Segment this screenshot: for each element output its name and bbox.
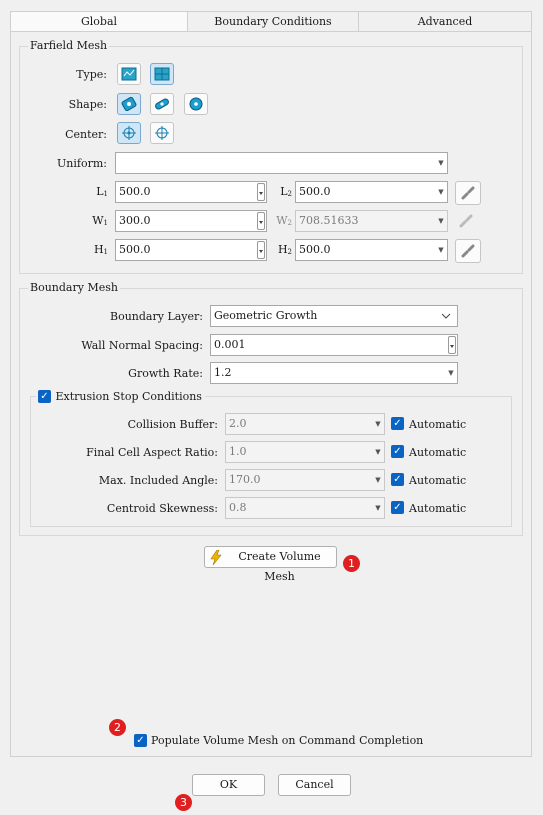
spin-icon[interactable] [448, 336, 456, 354]
boundary-title: Boundary Mesh [30, 281, 118, 294]
center-label: Center: [65, 128, 107, 141]
cancel-button[interactable]: Cancel [278, 774, 351, 796]
tab-boundary-conditions[interactable]: Boundary Conditions [187, 11, 359, 31]
type-label: Type: [76, 68, 107, 81]
w1-input[interactable]: 300.0 [115, 210, 267, 232]
lightning-icon [210, 550, 222, 565]
h2-label: H2 [277, 243, 292, 256]
boundary-layer-value: Geometric Growth [214, 309, 318, 322]
angle-automatic-checkbox[interactable]: ✓ [391, 473, 404, 486]
chevron-down-icon: ▼ [438, 188, 444, 196]
spin-icon[interactable] [257, 183, 265, 201]
wall-spacing-label: Wall Normal Spacing: [81, 339, 203, 352]
skew-input: 0.8 ▼ [225, 497, 385, 519]
chevron-down-icon: ▼ [375, 448, 381, 456]
boundary-layer-label: Boundary Layer: [110, 310, 203, 323]
aspect-input: 1.0 ▼ [225, 441, 385, 463]
annotation-badge-1: 1 [343, 555, 360, 572]
extrusion-header [36, 389, 205, 403]
populate-label: Populate Volume Mesh on Command Completion [151, 734, 424, 747]
spin-icon[interactable] [257, 212, 265, 230]
collision-automatic-checkbox[interactable]: ✓ [391, 417, 404, 430]
shape-box-icon[interactable] [117, 93, 141, 115]
type-box-icon[interactable] [117, 63, 141, 85]
chevron-down-icon [441, 312, 451, 320]
l2-label: L2 [280, 185, 292, 198]
l1-label: L1 [96, 185, 108, 198]
chevron-down-icon: ▼ [375, 504, 381, 512]
annotation-badge-2: 2 [109, 719, 126, 736]
angle-input: 170.0 ▼ [225, 469, 385, 491]
populate-checkbox[interactable]: ✓ [134, 734, 147, 747]
chevron-down-icon: ▼ [438, 246, 444, 254]
farfield-title: Farfield Mesh [30, 39, 108, 52]
collision-label: Collision Buffer: [127, 418, 218, 431]
tab-global[interactable]: Global [10, 11, 188, 32]
angle-label: Max. Included Angle: [98, 474, 218, 487]
aspect-automatic-label: Automatic [409, 446, 467, 459]
create-volume-mesh-label: Create Volume Mesh [238, 550, 321, 583]
chevron-down-icon: ▼ [448, 369, 454, 377]
shape-sphere-icon[interactable] [184, 93, 208, 115]
wall-spacing-input[interactable]: 0.001 [210, 334, 458, 356]
h2-input[interactable]: 500.0 ▼ [295, 239, 448, 261]
type-grid-icon[interactable] [150, 63, 174, 85]
collision-automatic-label: Automatic [409, 418, 467, 431]
h1-label: H1 [93, 243, 108, 256]
link-w-icon [458, 213, 474, 232]
center-origin-icon[interactable] [150, 122, 174, 144]
chevron-down-icon: ▼ [375, 420, 381, 428]
aspect-label: Final Cell Aspect Ratio: [86, 446, 218, 459]
tab-advanced[interactable]: Advanced [358, 11, 532, 31]
chevron-down-icon: ▼ [438, 217, 444, 225]
extrusion-label: Extrusion Stop Conditions [55, 389, 202, 403]
uniform-dropdown[interactable] [115, 152, 448, 174]
link-l-icon[interactable] [455, 181, 481, 205]
angle-automatic-label: Automatic [409, 474, 467, 487]
link-h-icon[interactable] [455, 239, 481, 263]
skew-automatic-checkbox[interactable]: ✓ [391, 501, 404, 514]
skew-automatic-label: Automatic [409, 502, 467, 515]
spin-icon[interactable] [257, 241, 265, 259]
l2-input[interactable]: 500.0 ▼ [295, 181, 448, 203]
chevron-down-icon: ▼ [438, 159, 444, 167]
uniform-label: Uniform: [57, 157, 107, 170]
annotation-badge-3: 3 [175, 794, 192, 811]
ok-button[interactable]: OK [192, 774, 265, 796]
l1-input[interactable]: 500.0 [115, 181, 267, 203]
aspect-automatic-checkbox[interactable]: ✓ [391, 445, 404, 458]
collision-input: 2.0 ▼ [225, 413, 385, 435]
shape-label: Shape: [68, 98, 107, 111]
skew-label: Centroid Skewness: [106, 502, 218, 515]
growth-rate-label: Growth Rate: [128, 367, 203, 380]
chevron-down-icon: ▼ [375, 476, 381, 484]
create-volume-mesh-button[interactable] [204, 546, 337, 583]
w1-label: W1 [92, 214, 108, 227]
w2-label: W2 [276, 214, 292, 227]
w2-input: 708.51633 ▼ [295, 210, 448, 232]
boundary-layer-dropdown[interactable] [210, 305, 458, 327]
center-crosshair-icon[interactable] [117, 122, 141, 144]
extrusion-checkbox[interactable]: ✓ [38, 390, 51, 403]
growth-rate-input[interactable]: 1.2 ▼ [210, 362, 458, 384]
shape-capsule-icon[interactable] [150, 93, 174, 115]
h1-input[interactable]: 500.0 [115, 239, 267, 261]
